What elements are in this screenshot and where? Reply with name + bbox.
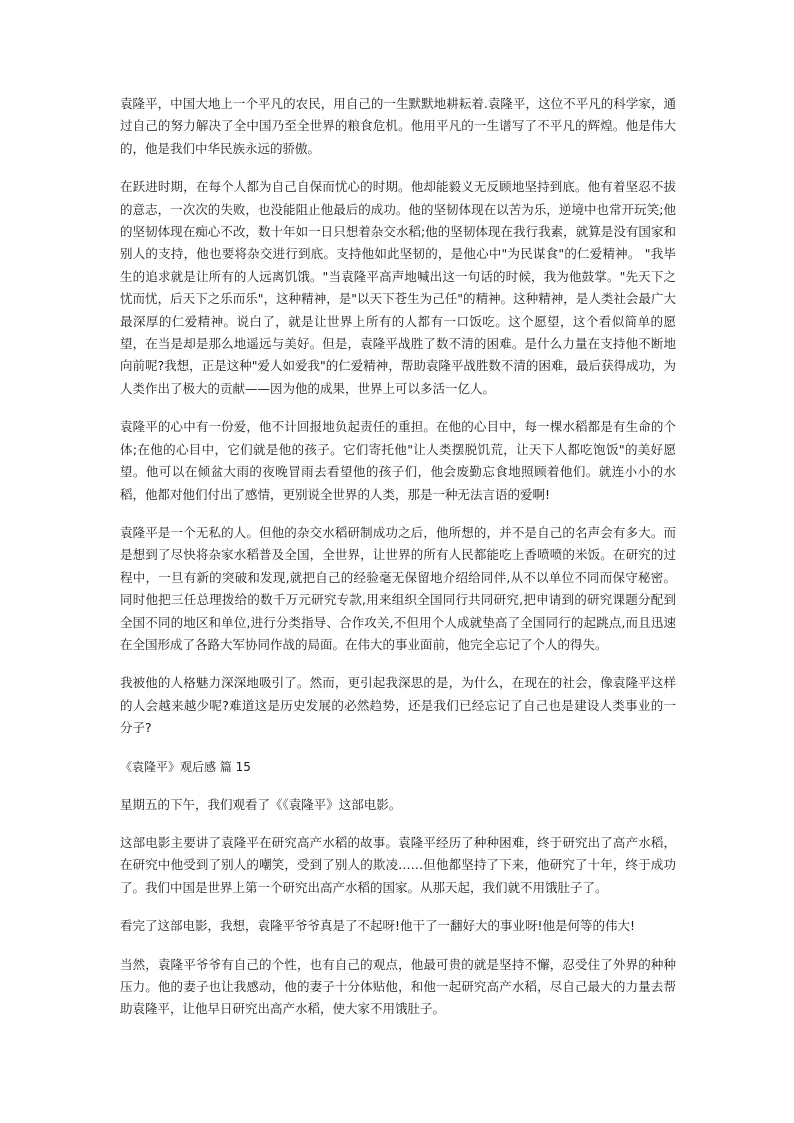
paragraph-movie-story: 这部电影主要讲了袁隆平在研究高产水稻的故事。袁隆平经历了种种困难，终于研究出了高产水稻，在研究中他受到了别人的嘲笑，受到了别人的欺凌……但他都坚持了下来，他研究了十年，终于成功了。我们中国是世界上第一个研究出高产水稻的国家。从那天起，我们就不用饿肚子了。: [120, 834, 676, 895]
paragraph-movie-day: 星期五的下午，我们观看了《《袁隆平》这部电影。: [120, 796, 402, 812]
paragraph-movie-thoughts: 看完了这部电影，我想，袁隆平爷爷真是了不起呀!他干了一翻好大的事业呀!他是何等的伟大!: [120, 918, 636, 934]
document-page: [120, 93, 676, 1021]
paragraph-perseverance: 在跃进时期，在每个人都为自己自保而忧心的时期。他却能毅义无反顾地坚持到底。他有着坚忍不拔的意志，一次次的失败，也没能阻止他最后的成功。他的坚韧体现在以苦为乐，逆境中也常开玩笑;他的坚韧体现在痴心不改，数十年如一日只想着杂交水稻;他的坚韧体现在我行我素，就算是没有国家和别人的支持，他也要将杂交进行到底。支持他如此坚韧的，是他心中"为民谋食"的仁爱精神。 "我毕生的追求就是让所有的人远离饥饿。"当袁隆平高声地喊出这一句话的时候，我为他鼓掌。"先天下之忧而忧，后天下之乐而乐"，这种精神，是"以天下苍生为己任"的精神。这种精神，是人类社会最广大最深厚的仁爱精神。说白了，就是让世界上所有的人都有一口饭吃。这个愿望，这个看似简单的愿望，在当是却是那么地遥远与美好。但是，袁隆平战胜了数不清的困难。是什么力量在支持他不断地向前呢?我想，正是这种"爱人如爱我"的仁爱精神，帮助袁隆平战胜数不清的困难，最后获得成功，为人类作出了极大的贡献——因为他的成果，世界上可以多活一亿人。: [120, 179, 676, 396]
paragraph-selfless: 袁隆平是一个无私的人。但他的杂交水稻研制成功之后，他所想的，并不是自己的名声会有多大。而是想到了尽快将杂家水稻普及全国，全世界，让世界的所有人民都能吃上香喷喷的米饭。在研究的过程中，一旦有新的突破和发现,就把自己的经验毫无保留地介绍给同伴,从不以单位不同而保守秘密。同时他把三任总理拨给的数千万元研究专款,用来组织全国同行共同研究,把申请到的研究课题分配到全国不同的地区和单位,进行分类指导、合作攻关,不但用个人成就垫高了全国同行的起跳点,而且迅速在全国形成了各路大军协同作战的局面。在伟大的事业面前，他完全忘记了个人的得失。: [120, 524, 676, 652]
paragraph-intro: 袁隆平，中国大地上一个平凡的农民，用自己的一生默默地耕耘着.袁隆平，这位不平凡的科学家，通过自己的努力解决了全中国乃至全世界的粮食危机。他用平凡的一生谱写了不平凡的辉煌。他是伟大的，他是我们中华民族永远的骄傲。: [120, 96, 676, 156]
paragraph-movie-character: 当然，袁隆平爷爷有自己的个性，也有自己的观点，他最可贵的就是坚持不懈，忍受住了外界的种种压力。他的妻子也让我感动，他的妻子十分体贴他，和他一起研究高产水稻，尽自己最大的力量去帮助袁隆平，让他早日研究出高产水稻，使大家不用饿肚子。: [120, 956, 676, 1017]
paragraph-reflection: 我被他的人格魅力深深地吸引了。然而，更引起我深思的是，为什么，在现在的社会，像袁隆平这样的人会越来越少呢?难道这是历史发展的必然趋势，还是我们已经忘记了自己也是建设人类事业的一分子?: [120, 675, 676, 736]
section-heading: 《袁隆平》观后感 篇 15: [120, 759, 251, 774]
paragraph-love: 袁隆平的心中有一份爱，他不计回报地负起责任的重担。在他的心目中，每一棵水稻都是有生命的个体;在他的心目中，它们就是他的孩子。它们寄托他"让人类摆脱饥荒，让天下人都吃饱饭"的美好愿望。他可以在倾盆大雨的夜晚冒雨去看望他的孩子们，他会废勤忘食地照顾着他们。就连小小的水稻，他都对他们付出了感情，更别说全世界的人类，那是一种无法言语的爱啊!: [120, 419, 676, 502]
